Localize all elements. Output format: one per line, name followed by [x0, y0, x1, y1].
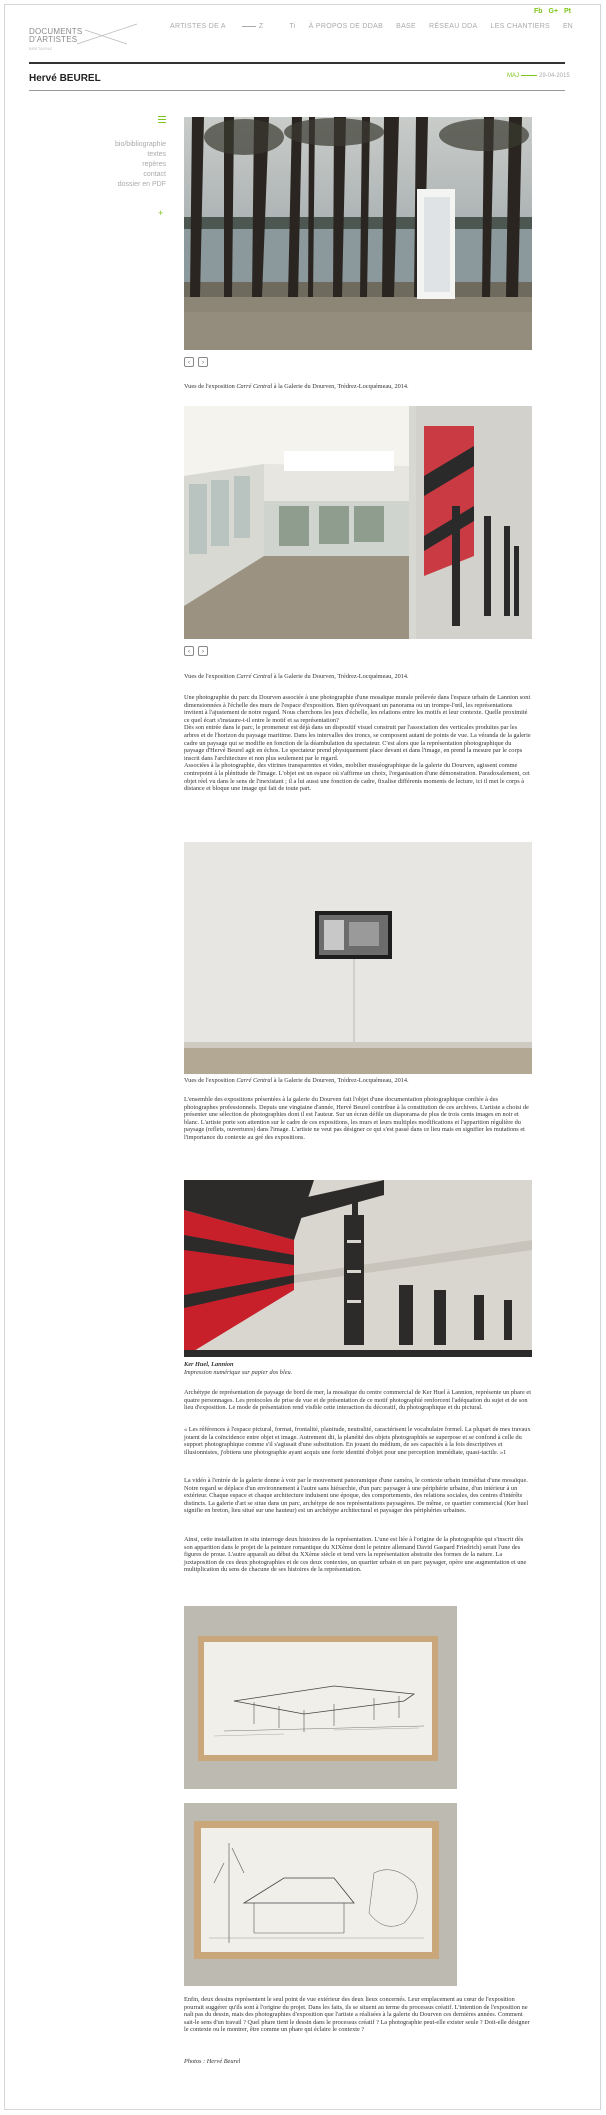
paragraph-1a: Une photographie du parc du Dourven associée à une photographie d'une mosaïque murale prélevée dans l'espace urbain de Lannion sont dimensionnées à l'échelle des murs de l'espace d'exposition. Bien qu'évoquant un panorama ou un trompe-l'œil, les représentations invitent à l'ajustement de notre regard. Nous cherchons les jeux d'échelle, les relations entre les motifs et leur contexte. Quelle proximité ce quel écart s'instaure-t-il entre le motif et sa représentation?	[184, 694, 531, 724]
date-label: MAJ	[507, 73, 519, 79]
sidebar-item-texts[interactable]: textes	[147, 151, 166, 158]
caption-2-title: Carré Central	[236, 673, 273, 680]
plus-icon[interactable]: +	[158, 208, 164, 218]
header-rule	[29, 62, 565, 64]
photo-forest-mural[interactable]	[184, 117, 532, 350]
photo-drawing-2[interactable]	[184, 1803, 457, 1986]
paragraph-1c: Associées à la photographie, des vitrines transparentes et vides, mobilier muséographique de la galerie du Dourven, agissent comme contrepoint à la plénitude de l'image. L'objet est un espace où s'affirme un choix, l'organisation d'une démonstration. Paradoxalement, cet objet réel vu dans le sens de l'inexistant ; il a lui aussi une fonction de cadre, fixalise différents moments de lecture, ici il met le corps à distance et bloque une image qui fait de toute part.	[184, 762, 530, 793]
sidebar-item-contact[interactable]: contact	[143, 171, 166, 178]
caption-1-post: à la Galerie du Dourven, Trédrez-Locquémeau, 2014.	[272, 383, 409, 390]
caption-3-pre: Vues de l'exposition	[184, 1077, 237, 1084]
caption-3	[184, 1077, 409, 1084]
caption-2	[184, 673, 409, 680]
photo-interior-image	[184, 406, 532, 639]
caption-3-post: à la Galerie du Dourven, Trédrez-Locquémeau, 2014.	[272, 1077, 409, 1084]
arrow-right-icon	[521, 75, 537, 76]
photo-drawing-1[interactable]	[184, 1606, 457, 1789]
photo-pager-1	[184, 357, 208, 367]
photo-forest-image	[184, 117, 532, 350]
text-paragraph-9: Enfin, deux dessins représentent le seul point de vue extérieur des deux lieux concernés. Leur emplacement au cœur de l'exposition pourrait suggérer qu'ils sont à l'origine du projet. Dans les faits, ils se situent au terme du processus créatif. L'intention de l'exposition ne naît pas du dessin, mais des photographies d'exposition que l'artiste a réalisées à la galerie du Dourven ces dernières années. Comment sait-le sens d'un travail ? Quel phare tient le dessin dans le processus créatif ? La photographie peut-elle exister seule ? Doit-elle désigner le contexte ou le montrer, être comme un phare qui éclaire le contexte ?	[184, 1996, 530, 2034]
work-subtitle: Impression numérique sur papier dos bleu.	[184, 1369, 293, 1376]
caption-2-post: à la Galerie du Dourven, Trédrez-Locquémeau, 2014.	[272, 673, 409, 680]
photo-gallery-interior[interactable]	[184, 406, 532, 639]
arrow-right-icon	[242, 26, 256, 27]
photo-video-screen[interactable]	[184, 842, 532, 1074]
next-button[interactable]: ›	[198, 646, 208, 656]
nav-sites[interactable]: LES CHANTIERS	[490, 23, 551, 30]
facebook-link[interactable]: Fb	[534, 8, 543, 15]
nav-artists-to: Z	[258, 23, 264, 30]
artist-name: Hervé BEUREL	[29, 73, 101, 84]
title-rule	[29, 90, 565, 91]
nav-artists[interactable]	[170, 23, 276, 30]
update-date	[507, 73, 570, 79]
logo-line-2: D'ARTISTES	[29, 35, 78, 44]
text-paragraph-1	[184, 694, 532, 793]
logo-line-3: BRETAGNE	[29, 46, 53, 51]
logo-line-1: DOCUMENTS	[29, 27, 83, 36]
caption-2-pre: Vues de l'exposition	[184, 673, 237, 680]
photo-mosaic[interactable]	[184, 1180, 532, 1357]
next-button[interactable]: ›	[198, 357, 208, 367]
caption-3-title: Carré Central	[236, 1077, 273, 1084]
logo-lines-icon	[67, 22, 139, 48]
nav-network[interactable]: RÉSEAU DDA	[428, 23, 478, 30]
prev-button[interactable]: ‹	[184, 646, 194, 656]
nav-ti[interactable]: Ti	[289, 23, 296, 30]
sidebar-item-bio[interactable]: bio/bibliographie	[115, 141, 166, 148]
text-paragraph-7: La vidéo à l'entrée de la galerie donne à voir par le mouvement panoramique d'une caméra, le contexte urbain immédiat d'une mosaïque. Notre regard se déplace d'un environnement à l'autre sans hiérarchie, d'un parc paysager à une périphérie urbaine, d'un intérieur à un extérieur. Chaque espace et chaque architecture induisent une époque, des comportements, des relations sociales, des centres d'intérêts distincts. La galerie d'art se situe dans un parc, archétype de nos représentations paysagères. De même, ce quartier commercial (Ker huel signifie en breton, lieu situé sur une hauteur) est un archétype architectural et paysager des périphéries urbaines.	[184, 1477, 529, 1515]
pinterest-link[interactable]: Pt	[564, 8, 572, 15]
text-paragraph-5: Archétype de représentation de paysage de bord de mer, la mosaïque du centre commercial de Ker Huel à Lannion, représente un phare et quatre personnages. Les protocoles de prise de vue et de présentation de ce motif photographié renforcent l'adéquation du sujet et de son lieu d'exposition. Le mode de présentation rend visible cette interaction du décoratif, du photographique et du pictural.	[184, 1389, 531, 1412]
caption-1-pre: Vues de l'exposition	[184, 383, 237, 390]
text-paragraph-6: « Les références à l'espace pictural, format, frontalité, planitude, neutralité, caractérisent le vocabulaire formel. La plupart de mes travaux jouent de la coïncidence entre objet et image. Autrement dit, la planéité des objets photographiés se superpose et se confond à celle du support photographique comme s'il s'agissait d'une substitution. En jouant du médium, de ses capacités à la fois descriptives et illusionnistes, j'obtiens une photographie ayant acquis une forte identité d'objet pour une perception immédiate, quasi-tactile. »1	[184, 1426, 531, 1456]
sidebar-item-landmarks[interactable]: repères	[142, 161, 166, 168]
nav-artists-from: ARTISTES DE A	[170, 23, 226, 30]
social-links	[534, 8, 575, 15]
caption-1	[184, 383, 409, 390]
photo-video-image	[184, 842, 532, 1074]
text-paragraph-8: Ainsi, cette installation in situ interroge deux histoires de la représentation. L'une est liée à l'origine de la photographie qui s'inscrit dès son apparition dans le projet de la peinture romantique du XIXème dont le peintre allemand David Gaspard Friedrich) serait l'une des figures de proue. L'autre apparaît au début du XXème siècle et tend vers la représentation abstraite des formes de la nature. La juxtaposition de ces deux photographies et de ces deux contextes, un quartier urbain et un parc paysager, opère une augmentation et une multiplication du sens de chacune de ses histoires de la représentation.	[184, 1536, 527, 1574]
drawing-2-image	[184, 1803, 457, 1986]
work-title: Ker Huel, Lannion	[184, 1361, 234, 1368]
photo-credits: Photos : Hervé Beurel	[184, 2058, 241, 2065]
prev-button[interactable]: ‹	[184, 357, 194, 367]
googleplus-link[interactable]: G+	[548, 8, 559, 15]
language-switch[interactable]: EN	[563, 23, 573, 30]
nav-about[interactable]: À PROPOS DE DDAB	[308, 23, 384, 30]
paragraph-1b: Dès son entrée dans le parc, le promeneur est déjà dans un dispositif visuel construit par l'association des verticales produites par les arbres et de l'horizon du paysage maritime. Dans les intervalles des troncs, se composent autant de points de vue. La véranda de la galerie cadre un paysage qui se modifie en fonction de la déambulation du spectateur. C'est alors que la représentation photographique du paysage d'Hervé Beurel agit en échos. Le spectateur prend physiquement place devant et dans l'image, en prend la mesure par le corps inscrit dans l'architecture et non plus seulement par le regard.	[184, 724, 531, 762]
nav-base[interactable]: BASE	[396, 23, 416, 30]
site-logo[interactable]	[29, 22, 117, 52]
drawing-1-image	[184, 1606, 457, 1789]
date-value: 29-04-2015	[539, 73, 570, 79]
menu-grid-icon[interactable]	[158, 116, 166, 124]
main-nav	[170, 23, 563, 30]
caption-1-title: Carré Central	[236, 383, 273, 390]
sidebar-item-pdf[interactable]: dossier en PDF	[117, 181, 166, 188]
photo-mosaic-image	[184, 1180, 532, 1357]
text-paragraph-4: L'ensemble des expositions présentées à la galerie du Dourven fait l'objet d'une documentation photographique confiée à des photographes professionnels. Depuis une vingtaine d'année, Hervé Beurel contribue à la constitution de ces archives. L'artiste a choisi de présenter une sélection de photographies dont il est l'auteur. Sur un écran défile un diaporama de plus de trois cents images en noir et blanc. L'artiste porte son attention sur le cadre de ces expositions, les murs et leurs multiples modifications et l'apparition régulière du paysage (reflets, ouvertures) dans l'image. L'artiste ne veut pas désigner ce qui s'est passé dans ce lieu mais en signifier les mutations et l'importance du contexte au gré des expositions.	[184, 1096, 529, 1141]
photo-pager-2	[184, 646, 208, 656]
sidebar-menu	[115, 140, 166, 190]
